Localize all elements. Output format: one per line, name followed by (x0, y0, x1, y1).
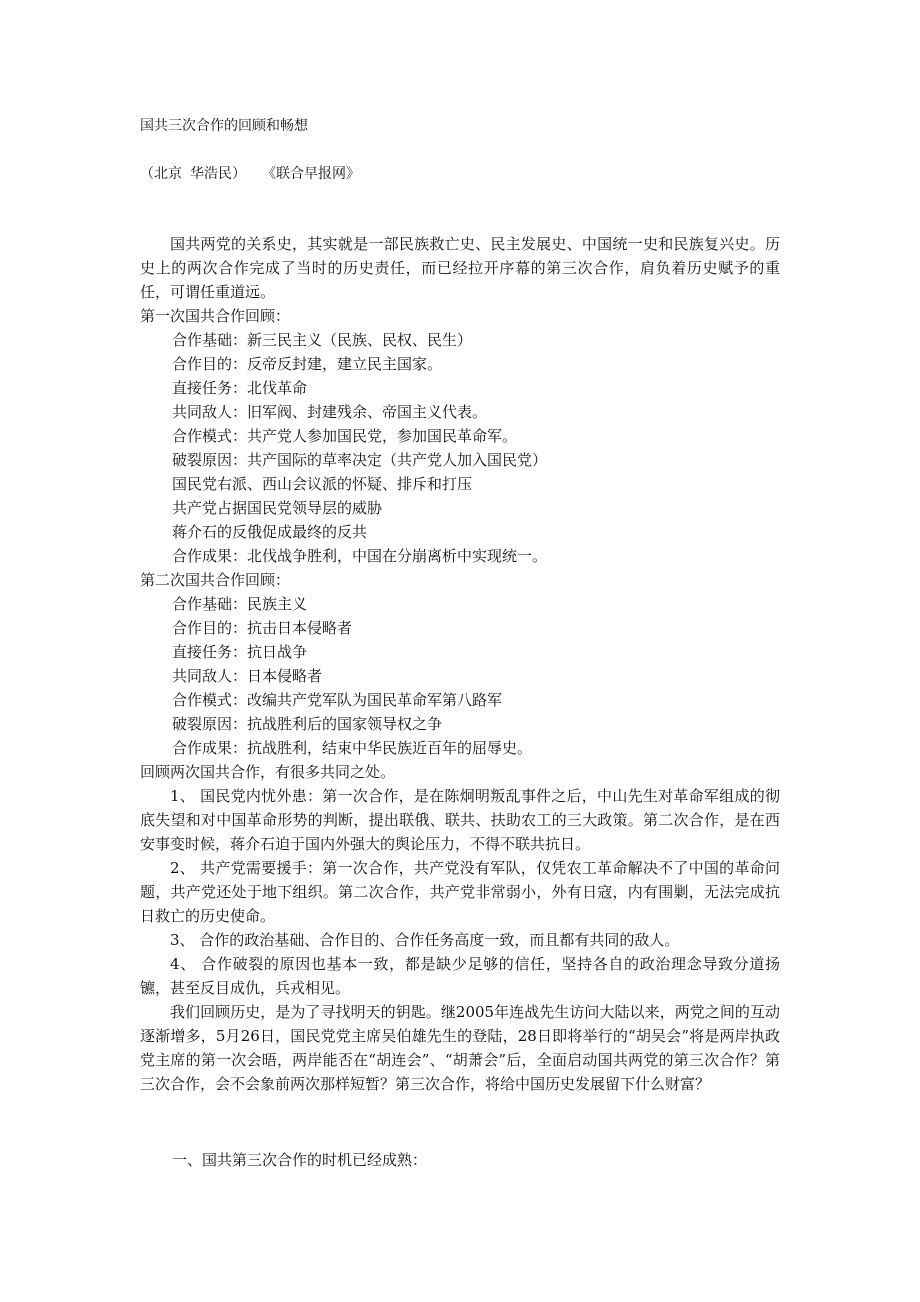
article-source (140, 162, 360, 186)
second-item-enemy: 共同敌人：日本侵略者 (172, 667, 323, 685)
common-point-2: 2、 共产党需要援手：第一次合作，共产党没有军队，仅凭农工革命解决不了中国的革命问题，共产党还处于地下组织。第二次合作，共产党非常弱小，外有日寇，内有围剿，无法完成抗日救亡的历史使命。 (140, 859, 780, 925)
second-cooperation-heading: 第二次国共合作回顾： (140, 571, 291, 589)
first-item-result: 合作成果：北伐战争胜利，中国在分崩离析中实现统一。 (172, 547, 548, 565)
source-location: （北京 (140, 166, 182, 182)
first-item-goal: 合作目的：反帝反封建，建立民主国家。 (172, 355, 443, 373)
first-item-rupture-2: 国民党右派、西山会议派的怀疑、排斥和打压 (172, 475, 473, 493)
second-item-rupture: 破裂原因：抗战胜利后的国家领导权之争 (172, 715, 443, 733)
first-item-mode: 合作模式：共产党人参加国民党，参加国民革命军。 (172, 427, 518, 445)
article-title: 国共三次合作的回顾和畅想 (140, 118, 308, 134)
first-item-rupture-3: 共产党占据国民党领导层的威胁 (172, 499, 383, 517)
future-paragraph: 我们回顾历史，是为了寻找明天的钥匙。继2005年连战先生访问大陆以来，两党之间的互动逐渐增多，5月26日，国民党党主席吴伯雄先生的登陆，28日即将举行的“胡吴会”将是两岸执政党主席的第一次会晤，两岸能否在“胡连会”、“胡萧会”后，全面启动国共两党的第三次合作？第三次合作，会不会象前两次那样短暂？第三次合作，将给中国历史发展留下什么财富？ (140, 1003, 780, 1093)
second-item-mode: 合作模式：改编共产党军队为国民革命军第八路军 (172, 691, 503, 709)
first-item-basis: 合作基础：新三民主义（民族、民权、民生） (172, 331, 473, 349)
source-author: 华浩民） (190, 166, 246, 182)
common-point-3: 3、 合作的政治基础、合作目的、合作任务高度一致，而且都有共同的敌人。 (170, 931, 680, 949)
section-1-heading: 一、国共第三次合作的时机已经成熟： (172, 1151, 428, 1169)
second-item-task: 直接任务：抗日战争 (172, 643, 308, 661)
first-item-rupture: 破裂原因：共产国际的草率决定（共产党人加入国民党） (172, 451, 548, 469)
common-point-4: 4、 合作破裂的原因也基本一致，都是缺少足够的信任，坚持各自的政治理念导致分道扬镳，甚至反目成仇，兵戎相见。 (140, 955, 780, 997)
second-item-result: 合作成果：抗战胜利，结束中华民族近百年的屈辱史。 (172, 739, 533, 757)
intro-paragraph: 国共两党的关系史，其实就是一部民族救亡史、民主发展史、中国统一史和民族复兴史。历史上的两次合作完成了当时的历史责任，而已经拉开序幕的第三次合作，肩负着历史赋予的重任，可谓任重道远。 (140, 235, 780, 301)
first-item-enemy: 共同敌人：旧军阀、封建残余、帝国主义代表。 (172, 403, 488, 421)
second-item-goal: 合作目的：抗击日本侵略者 (172, 619, 353, 637)
common-heading: 回顾两次国共合作，有很多共同之处。 (140, 763, 396, 781)
source-outlet: 《联合早报网》 (262, 166, 360, 182)
first-item-rupture-4: 蒋介石的反俄促成最终的反共 (172, 523, 368, 541)
second-item-basis: 合作基础：民族主义 (172, 595, 308, 613)
first-item-task: 直接任务：北伐革命 (172, 379, 308, 397)
first-cooperation-heading: 第一次国共合作回顾： (140, 307, 291, 325)
common-point-1: 1、 国民党内忧外患：第一次合作，是在陈炯明叛乱事件之后，中山先生对革命军组成的彻底失望和对中国革命形势的判断，提出联俄、联共、扶助农工的三大政策。第二次合作，是在西安事变时候，蒋介石迫于国内外强大的舆论压力，不得不联共抗日。 (140, 787, 780, 853)
